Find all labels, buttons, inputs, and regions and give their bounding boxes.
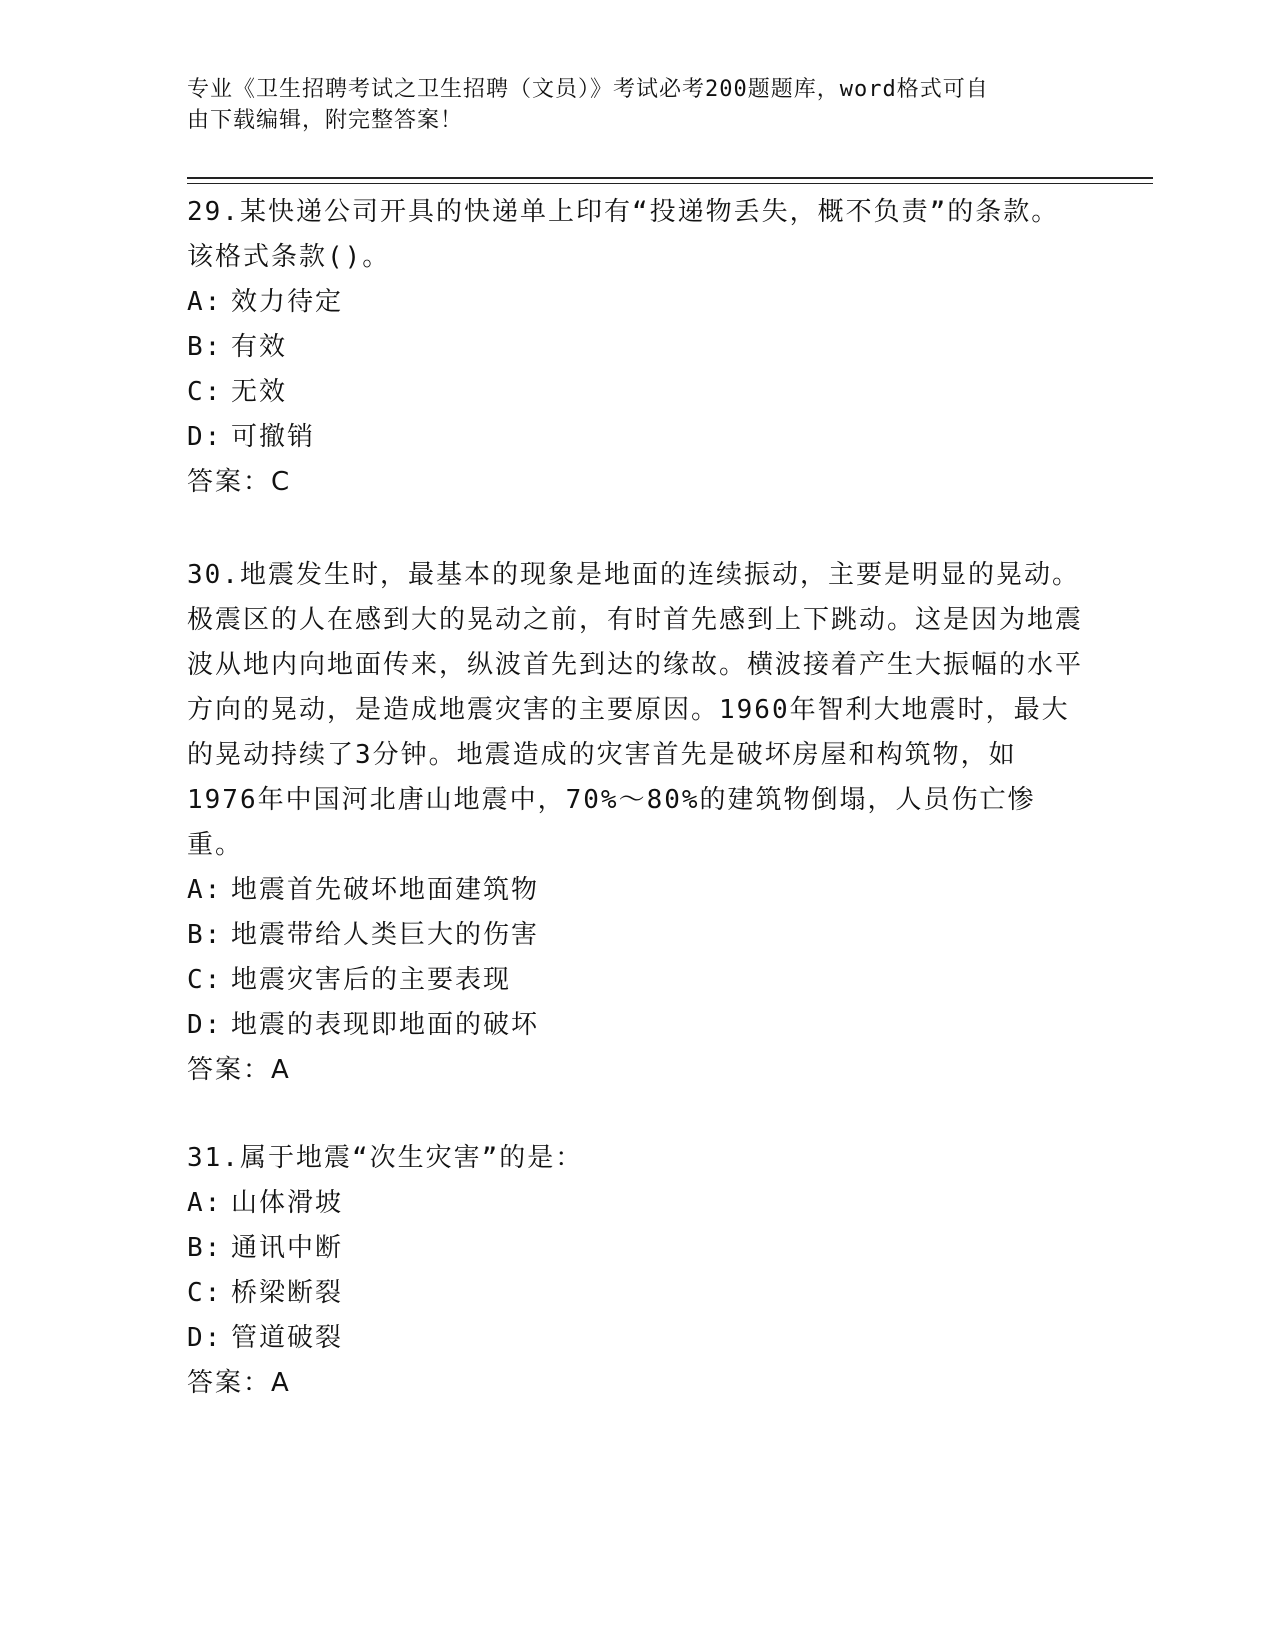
header-divider-thick [187, 177, 1153, 179]
option-text: 地震带给人类巨大的伤害 [231, 920, 540, 950]
option-text: 可撤销 [231, 422, 316, 452]
question-29 [187, 190, 1087, 505]
header-line-2: 由下载编辑，附完整答案！ [187, 108, 464, 133]
option-key: B: [187, 920, 223, 950]
option-key: D: [187, 422, 223, 452]
option-text: 管道破裂 [231, 1323, 344, 1353]
option-text: 通讯中断 [231, 1233, 344, 1263]
option-d [187, 1316, 1087, 1361]
option-a [187, 280, 1087, 325]
option-text: 山体滑坡 [231, 1188, 344, 1218]
option-b [187, 325, 1087, 370]
option-key: D: [187, 1010, 223, 1040]
option-key: D: [187, 1323, 223, 1353]
option-text: 地震首先破坏地面建筑物 [231, 875, 540, 905]
option-c [187, 1271, 1087, 1316]
option-key: C: [187, 1278, 223, 1308]
option-d [187, 1003, 1087, 1048]
option-c [187, 958, 1087, 1003]
option-a [187, 1181, 1087, 1226]
header-divider-thin [187, 183, 1153, 184]
option-d [187, 415, 1087, 460]
answer-line: 答案：C [187, 467, 292, 497]
option-text: 无效 [231, 377, 288, 407]
option-text: 有效 [231, 332, 288, 362]
question-stem: 29.某快递公司开具的快递单上印有“投递物丢失，概不负责”的条款。该格式条款()。 [187, 197, 1060, 272]
question-31 [187, 1136, 1087, 1406]
option-key: B: [187, 1233, 223, 1263]
option-b [187, 1226, 1087, 1271]
header-line-1: 专业《卫生招聘考试之卫生招聘（文员）》考试必考200题题库，word格式可自 [187, 77, 989, 102]
option-key: B: [187, 332, 223, 362]
option-text: 地震的表现即地面的破坏 [231, 1010, 540, 1040]
option-key: A: [187, 875, 223, 905]
question-stem: 31.属于地震“次生灾害”的是： [187, 1143, 584, 1173]
option-b [187, 913, 1087, 958]
option-text: 地震灾害后的主要表现 [231, 965, 512, 995]
option-key: A: [187, 287, 223, 317]
option-text: 桥梁断裂 [231, 1278, 344, 1308]
option-a [187, 868, 1087, 913]
option-text: 效力待定 [231, 287, 344, 317]
question-30 [187, 553, 1087, 1093]
option-key: C: [187, 377, 223, 407]
option-c [187, 370, 1087, 415]
answer-line: 答案：A [187, 1055, 291, 1085]
question-stem: 30.地震发生时，最基本的现象是地面的连续振动，主要是明显的晃动。极震区的人在感到大的晃动之前，有时首先感到上下跳动。这是因为地震波从地内向地面传来，纵波首先到达的缘故。横波接着产生大振幅的水平方向的晃动，是造成地震灾害的主要原因。1960年智利大地震时，最大的晃动持续了3分钟。地震造成的灾害首先是破坏房屋和构筑物，如1976年中国河北唐山地震中，70%～80%的建筑物倒塌，人员伤亡惨重。 [187, 560, 1084, 860]
option-key: A: [187, 1188, 223, 1218]
option-key: C: [187, 965, 223, 995]
document-header [187, 74, 1067, 136]
answer-line: 答案：A [187, 1368, 291, 1398]
